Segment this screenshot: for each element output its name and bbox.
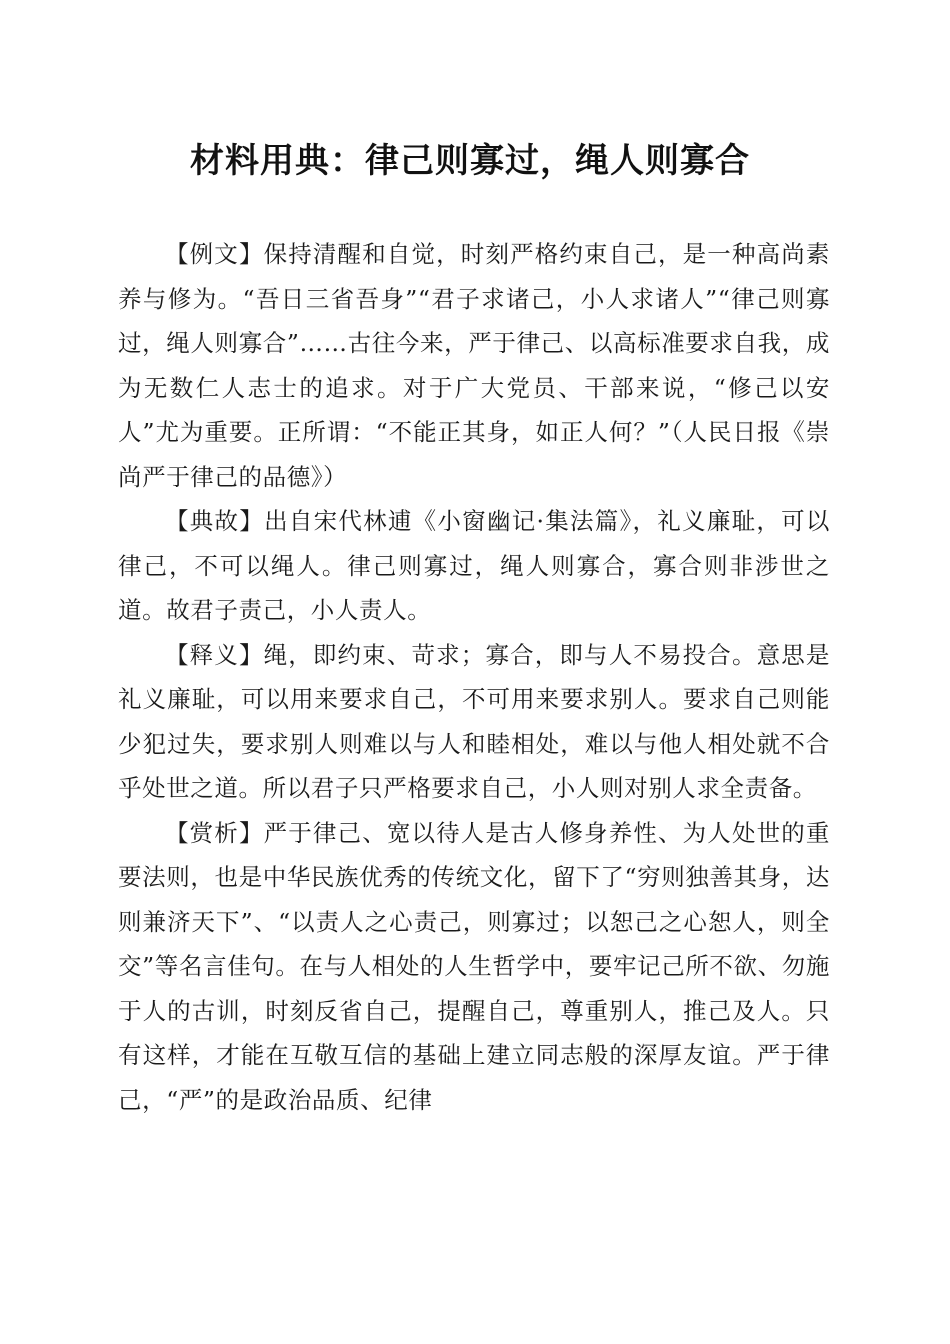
paragraph-interpretation bbox=[118, 633, 830, 811]
paragraph-tag: 【释义】 bbox=[165, 640, 264, 669]
paragraph-tag: 【例文】 bbox=[165, 240, 264, 268]
document-title: 材料用典：律己则寡过，绳人则寡合 bbox=[190, 141, 750, 181]
paragraph-tag: 【赏析】 bbox=[165, 818, 264, 847]
paragraph-appreciation bbox=[118, 811, 830, 1123]
paragraph-text: 保持清醒和自觉，时刻严格约束自己，是一种高尚素养与修为。“吾日三省吾身”“君子求诸己，小人求诸人”“律己则寡过，绳人则寡合”……古往今来，严于律己、以高标准要求自我，成为无数仁人志士的追求。对于广大党员、干部来说，“修己以安人”尤为重要。正所谓：“不能正其身，如正人何？”（人民日报《崇尚严于律己的品德》） bbox=[118, 240, 830, 491]
paragraph-tag: 【典故】 bbox=[165, 507, 265, 535]
paragraph-allusion bbox=[118, 499, 830, 633]
paragraph-text: 严于律己、宽以待人是古人修身养性、为人处世的重要法则，也是中华民族优秀的传统文化，留下了“穷则独善其身，达则兼济天下”、“以责人之心责己，则寡过；以恕己之心恕人，则全交”等名言佳句。在与人相处的人生哲学中，要牢记己所不欲、勿施于人的古训，时刻反省自己，提醒自己，尊重别人，推己及人。只有这样，才能在互敬互信的基础上建立同志般的深厚友谊。严于律己，“严”的是政治品质、纪律 bbox=[118, 818, 830, 1114]
paragraph-example bbox=[118, 232, 830, 499]
paragraph-text: 出自宋代林逋《小窗幽记·集法篇》，礼义廉耻，可以律己，不可以绳人。律己则寡过，绳人则寡合，寡合则非涉世之道。故君子责己，小人责人。 bbox=[118, 507, 830, 624]
paragraph-text: 绳，即约束、苛求；寡合，即与人不易投合。意思是礼义廉耻，可以用来要求自己，不可用来要求别人。要求自己则能少犯过失，要求别人则难以与人和睦相处，难以与他人相处就不合乎处世之道。所以君子只严格要求自己，小人则对别人求全责备。 bbox=[118, 640, 830, 802]
document-body bbox=[118, 232, 830, 1122]
